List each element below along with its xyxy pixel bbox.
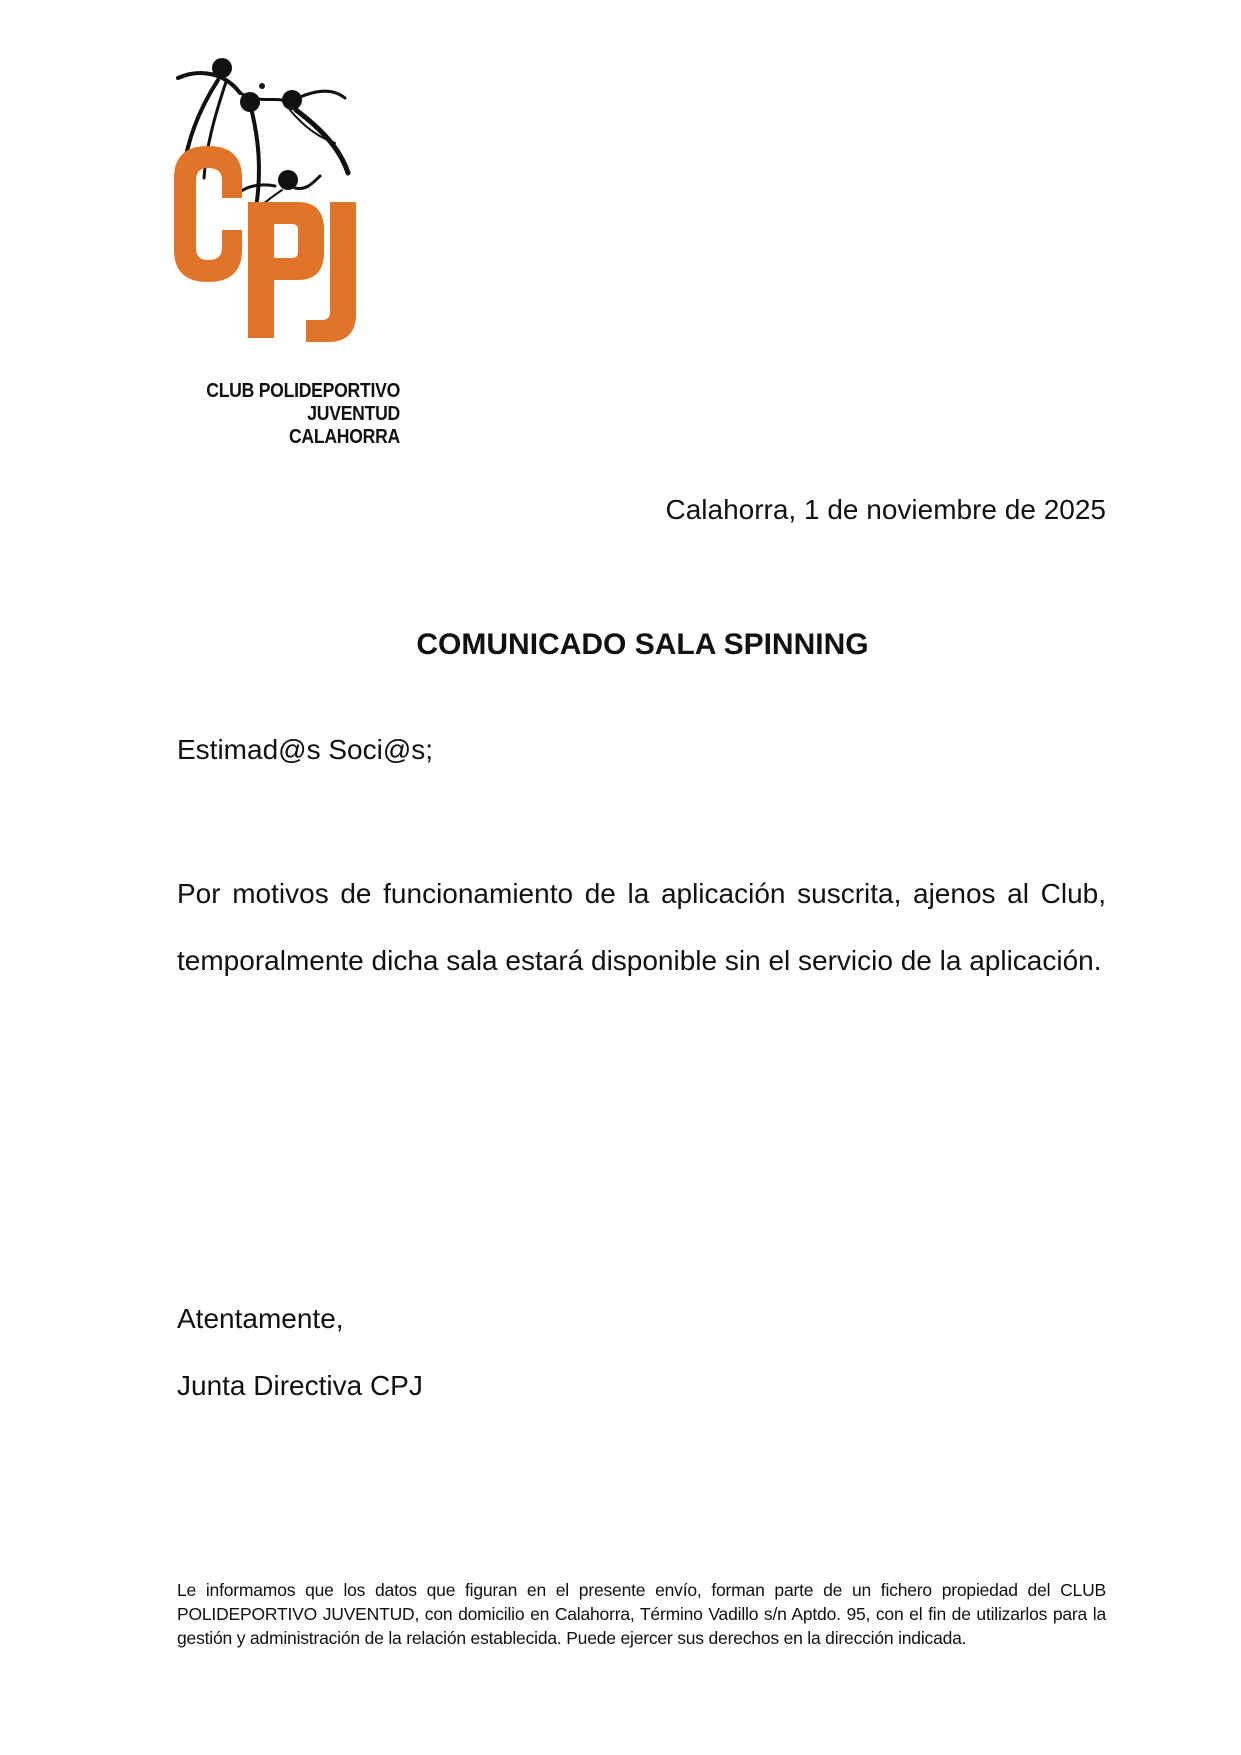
letter-body: Por motivos de funcionamiento de la aplicación suscrita, ajenos al Club, temporalmente dicha sala estará disponible sin el servicio de la aplicación. (177, 878, 1106, 976)
letter-title: COMUNICADO SALA SPINNING (416, 628, 869, 661)
letter-greeting: Estimad@s Soci@s; (177, 734, 434, 765)
privacy-notice: Le informamos que los datos que figuran en el presente envío, forman parte de un fichero propiedad del CLUB POLIDEPORTIVO JUVENTUD, con domicilio en Calahorra, Término Vadillo s/n Aptdo. 95, con el fin de utilizarlos para la gestión y administración de la relación establecida. Puede ejercer sus derechos en la dirección indicada. (177, 1580, 1106, 1648)
club-name-line-1: CLUB POLIDEPORTIVO (206, 380, 400, 402)
letter-closing: Atentamente, (177, 1303, 344, 1334)
cpj-emblem (170, 58, 410, 378)
club-name (198, 380, 400, 449)
club-name-line-3: CALAHORRA (288, 426, 400, 448)
club-logo (170, 58, 410, 458)
club-name-line-2: JUVENTUD (307, 403, 400, 425)
letter-signature: Junta Directiva CPJ (177, 1370, 423, 1401)
letter-date: Calahorra, 1 de noviembre de 2025 (665, 494, 1106, 525)
